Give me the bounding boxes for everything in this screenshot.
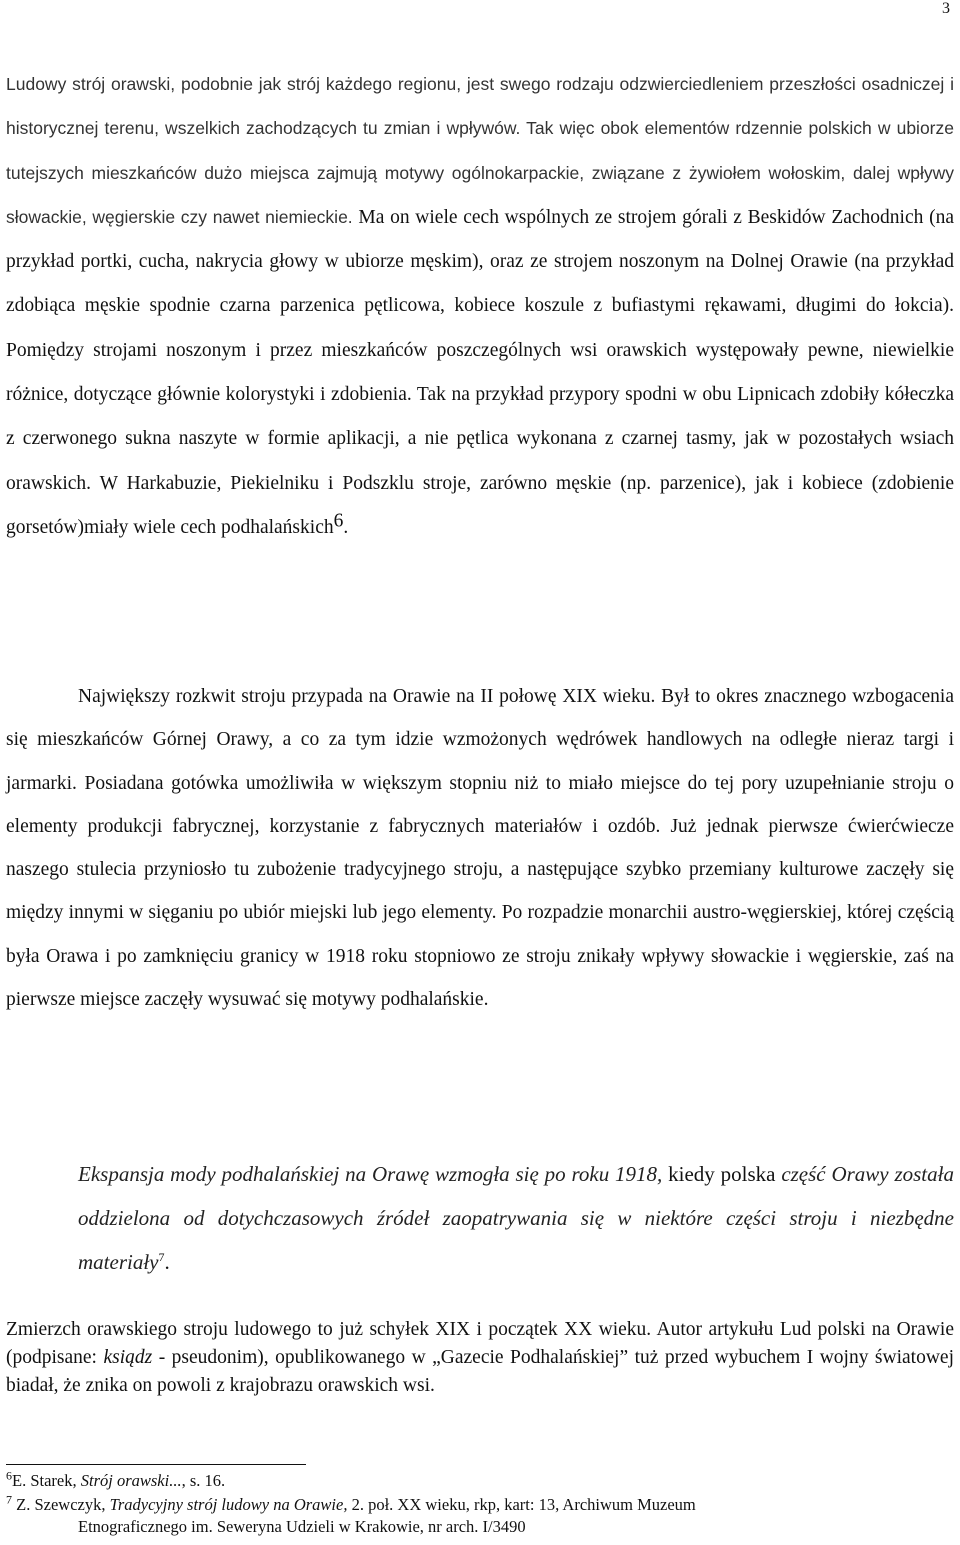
footnote-7-title: Tradycyjny strój ludowy na Orawie, — [109, 1495, 348, 1514]
footnote-separator — [6, 1464, 306, 1465]
footnote-ref-7[interactable]: 7 — [158, 1250, 165, 1264]
paragraph-orawa-costume-influences: Ludowy strój orawski, podobnie jak strój każdego regionu, jest swego rodzaju odzwierciedleniem przeszłości osadniczej i historycznej terenu, wszelkich zachodzących tu zmian i wpływów. Tak więc obok elementów rdzennie polskich w ubiorze tutejszych mieszkańców dużo miejsca zajmują motywy ogólnokarpackie, związane z żywiołem wołoskim, dalej wpływy słowackie, węgierskie czy nawet niemieckie. Ma on wiele cech wspólnych ze strojem górali z Beskidów Zachodnich (na przykład portki, cucha, nakrycia głowy w ubiorze męskim), oraz ze strojem noszonym na Dolnej Orawie (na przykład zdobiąca męskie spodnie czarna parzenica pętlicowa, kobiece koszule z bufiastymi rękawami, długimi do łokcia). Pomiędzy strojami noszonym i przez mieszkańców poszczególnych wsi orawskich występowały pewne, niewielkie różnice, dotyczące głównie kolorystyki i zdobienia. Tak na przykład przypory spodni w obu Lipnicach zdobiły kółeczka z czerwonego sukna naszyte w formie aplikacji, a nie pętlica wykonana z czarnej tasmy, jak w pozostałych wsiach orawskich. W Harkabuzie, Piekielniku i Podszklu stroje, zarówno męskie (np. parzenice), jak i kobiece (zdobienie gorsetów)miały wiele cech podhalańskich$^6$. — [6, 74, 954, 538]
quote-part-1: Ekspansja mody podhalańskiej na Orawę wzmogła się po roku 1918, — [78, 1162, 663, 1186]
footnote-7-continuation: Etnograficznego im. Seweryna Udzieli w Krakowie, nr arch. I/3490 — [78, 1517, 526, 1536]
footnote-7: $^7$ Z. Szewczyk, Tradycyjny strój ludowy na Orawie, 2. poł. XX wieku, rkp, kart: 13, Archiwum Muzeum Etnograficznego im. Seweryna Udzieli w Krakowie, nr arch. I/3490 — [6, 1494, 954, 1538]
quote-podhale-expansion: Ekspansja mody podhalańskiej na Orawę wzmogła się po roku 1918, kiedy polska część Orawy została oddzielona od dotychczasowych źródeł zaopatrywania się w niektóre części stroju i niezbędne materiały$^7$. — [78, 1162, 954, 1274]
paragraph-costume-decline: Zmierzch orawskiego stroju ludowego to już schyłek XIX i początek XX wieku. Autor artykułu Lud polski na Orawie (podpisane: ksiądz - pseudonim), opublikowanego w „Gazecie Podhalańskiej” tuż przed wybuchem I wojny światowej biadał, że znika on powoli z krajobrazu orawskich wsi. — [6, 1319, 954, 1396]
footnote-6-title: Strój orawski... — [80, 1471, 182, 1490]
paragraph-sans-part: Ludowy strój orawski, podobnie jak strój każdego regionu, jest swego rodzaju odzwierciedleniem przeszłości osadniczej i historycznej terenu, wszelkich zachodzących tu zmian i wpływów. Tak więc obok elementów rdzennie polskich w ubiorze tutejszych mieszkańców dużo miejsca zajmują motywy ogólnokarpackie, związane z żywiołem wołoskim, dalej wpływy słowackie, węgierskie czy nawet niemieckie. — [6, 74, 954, 227]
footnote-6-number: 6 — [6, 1468, 12, 1483]
footnote-7-number: 7 — [6, 1492, 12, 1507]
quote-part-2: kiedy polska — [662, 1162, 782, 1186]
quote-part-3: część Orawy została oddzielona od dotychczasowych źródeł zaopatrywania się w niektóre części stroju i niezbędne materiały — [78, 1162, 954, 1274]
paragraph-serif-part: Ma on wiele cech wspólnych ze strojem górali z Beskidów Zachodnich (na przykład portki, cucha, nakrycia głowy w ubiorze męskim), oraz ze strojem noszonym na Dolnej Orawie (na przykład zdobiąca męskie spodnie czarna parzenica pętlicowa, kobiece koszule z bufiastymi rękawami, długimi do łokcia). Pomiędzy strojami noszonym i przez mieszkańców poszczególnych wsi orawskich występowały pewne, niewielkie różnice, dotyczące głównie kolorystyki i zdobienia. Tak na przykład przypory spodni w obu Lipnicach zdobiły kółeczka z czerwonego sukna naszyte w formie aplikacji, a nie pętlica wykonana z czarnej tasmy, jak w pozostałych wsiach orawskich. W Harkabuzie, Piekielniku i Podszklu stroje, zarówno męskie (np. parzenice), jak i kobiece (zdobienie gorsetów)miały wiele cech podhalańskich — [6, 206, 954, 538]
footnote-6: $^6$E. Starek, Strój orawski..., s. 16. — [6, 1468, 226, 1490]
paragraph-costume-flourish: Największy rozkwit stroju przypada na Orawie na II połowę XIX wieku. Był to okres znacznego wzbogacenia się mieszkańców Górnej Orawy, a co za tym idzie wzmożonych wędrówek handlowych na odległe nieraz targi i jarmarki. Posiadana gotówka umożliwiła w większym stopniu niż to miało miejsce do tej pory uzupełnianie stroju o elementy produkcji fabrycznej, korzystanie z fabrycznych materiałów i ozdób. Już jednak pierwsze ćwierćwiecze naszego stulecia przyniosło tu zubożenie tradycyjnego stroju, a następujące szybko przemiany kulturowe zaczęły się między innymi w sięganiu po ubiór miejski lub jego elementy. Po rozpadzie monarchii austro-węgierskiej, której częścią była Orawa i po zamknięciu granicy w 1918 roku stopniowo ze stroju znikały wpływy słowackie i węgierskie, zaś na pierwsze miejsce zaczęły wysuwać się motywy podhalańskie. — [6, 686, 954, 1011]
page-number: 3 — [942, 0, 950, 17]
footnote-ref-6[interactable]: 6 — [333, 510, 344, 532]
pseudonym-italic: ksiądz — [103, 1347, 153, 1368]
